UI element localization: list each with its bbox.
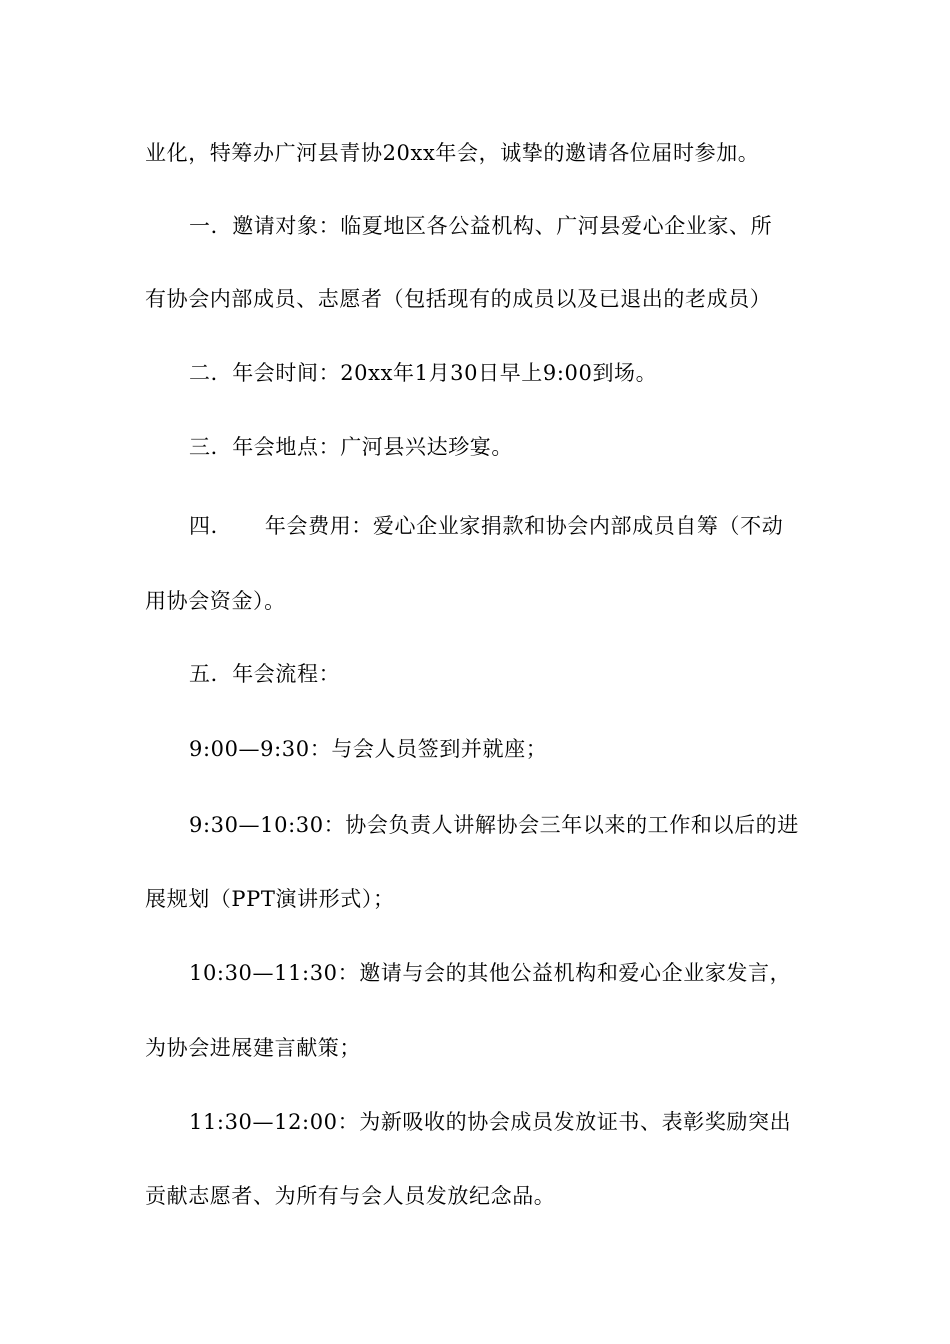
paragraph-intro-continued: 业化，特筹办广河县青协20xx年会，诚挚的邀请各位届时参加。 <box>145 141 760 165</box>
agenda-entry-report-continued: 展规划（PPT演讲形式）； <box>145 887 395 911</box>
agenda-entry-report: 9:30—10:30：协会负责人讲解协会三年以来的工作和以后的进 <box>189 813 799 837</box>
item-location: 三．年会地点：广河县兴达珍宴。 <box>189 435 513 459</box>
item-invitees-continued: 有协会内部成员、志愿者（包括现有的成员以及已退出的老成员） <box>145 287 772 311</box>
item-agenda-heading: 五．年会流程： <box>189 662 341 686</box>
agenda-entry-speeches-continued: 为协会进展建言献策； <box>145 1036 361 1060</box>
item-cost: 四． 年会费用：爱心企业家捐款和协会内部成员自筹（不动 <box>189 514 784 538</box>
agenda-entry-awards-continued: 贡献志愿者、为所有与会人员发放纪念品。 <box>145 1184 556 1208</box>
item-cost-continued: 用协会资金）。 <box>145 589 286 613</box>
agenda-entry-signin: 9:00—9:30：与会人员签到并就座； <box>189 737 548 761</box>
agenda-entry-awards: 11:30—12:00：为新吸收的协会成员发放证书、表彰奖励突出 <box>189 1110 792 1134</box>
agenda-entry-speeches: 10:30—11:30：邀请与会的其他公益机构和爱心企业家发言， <box>189 961 792 985</box>
item-invitees: 一．邀请对象：临夏地区各公益机构、广河县爱心企业家、所 <box>189 214 773 238</box>
item-time: 二．年会时间：20xx年1月30日早上9:00到场。 <box>189 361 658 385</box>
